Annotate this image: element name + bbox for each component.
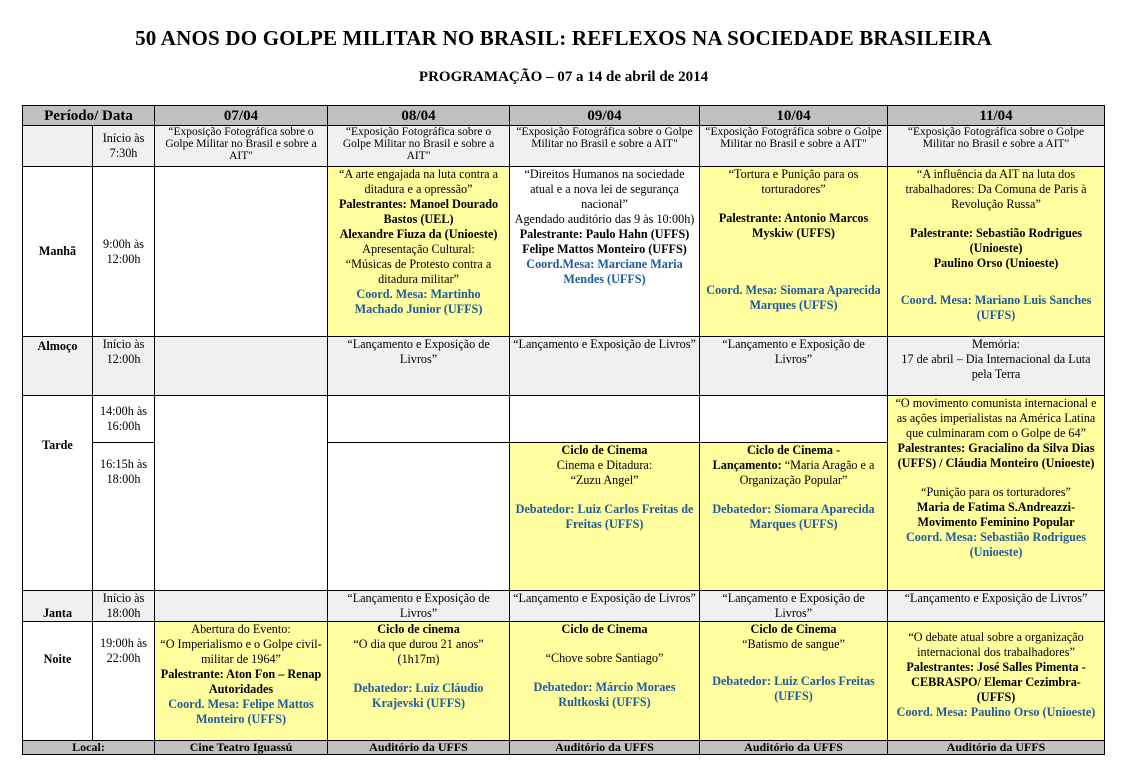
noite-0904-ciclo: Ciclo de Cinema — [561, 622, 648, 636]
noite-0704-aut: Autoridades — [208, 682, 274, 696]
almoco-memoria: Memória: — [971, 337, 1021, 351]
manha-0904-pal2: Felipe Mattos Monteiro (UFFS) — [522, 242, 687, 256]
janta-1004: “Lançamento e Exposição de Livros” — [700, 591, 888, 622]
period-manha: Manhã — [23, 167, 93, 337]
exposicao-cell-2: “Exposição Fotográfica sobre o Golpe Militar no Brasil e sobre a AIT" — [328, 126, 510, 167]
exposicao-cell-3: “Exposição Fotográfica sobre o Golpe Militar no Brasil e sobre a AIT" — [510, 126, 700, 167]
janta-0804: “Lançamento e Exposição de Livros” — [328, 591, 510, 622]
header-day-1: 07/04 — [155, 106, 328, 126]
local-5: Auditório da UFFS — [888, 741, 1105, 755]
manha-0904-coord: Coord.Mesa: Marciane Maria Mendes (UFFS) — [526, 257, 683, 286]
almoco-0904: “Lançamento e Exposição de Livros” — [510, 337, 700, 396]
noite-1104-coord: Coord. Mesa: Paulino Orso (Unioeste) — [896, 705, 1096, 719]
local-row — [23, 741, 1105, 755]
local-1: Cine Teatro Iguassú — [155, 741, 328, 755]
noite-0704-tema: “O Imperialismo e o Golpe civil-militar de 1964” — [160, 637, 322, 666]
almoco-0704-empty — [155, 337, 328, 396]
manha-1004-pal: Palestrante: Antonio Marcos Myskiw (UFFS) — [718, 211, 869, 240]
noite-0904-filme: “Chove sobre Santiago” — [545, 651, 664, 665]
manha-0804-musicas: “Músicas de Protesto contra a ditadura militar” — [345, 257, 492, 286]
manha-0904-tema: “Direitos Humanos na sociedade atual e a nova lei de segurança nacional” — [524, 167, 685, 211]
noite-1104-cell — [888, 622, 1105, 741]
manha-1004-coord: Coord. Mesa: Siomara Aparecida Marques (UFFS) — [706, 283, 881, 312]
page-subtitle: PROGRAMAÇÃO – 07 a 14 de abril de 2014 — [418, 69, 709, 85]
noite-0904-cell — [510, 622, 700, 741]
manha-1004-cell — [700, 167, 888, 337]
period-almoco: Almoço — [23, 337, 93, 396]
tarde2-0804-empty — [328, 443, 510, 591]
time-janta: Início às 18:00h — [93, 591, 155, 622]
janta-1104: “Lançamento e Exposição de Livros” — [888, 591, 1105, 622]
manha-0804-apres: Apresentação Cultural: — [362, 242, 475, 256]
almoco-1004: “Lançamento e Exposição de Livros” — [700, 337, 888, 396]
local-2: Auditório da UFFS — [328, 741, 510, 755]
tarde-1104-pal2: Maria de Fatima S.Andreazzi- Movimento Feminino Popular — [916, 500, 1076, 529]
tarde-1004-lanc-text: “Maria Aragão e a Organização Popular” — [739, 458, 875, 487]
tarde-1104-coord: Coord. Mesa: Sebastião Rodrigues (Unioeste) — [905, 530, 1087, 559]
time-inicio-730: Início às 7:30h — [93, 126, 155, 167]
period-empty-top — [23, 126, 93, 167]
manha-1104-pal2: Paulino Orso (Unioeste) — [933, 256, 1059, 270]
tarde-1104-tema2: “Punição para os torturadores” — [921, 485, 1071, 499]
header-day-3: 09/04 — [510, 106, 700, 126]
manha-1004-tema: “Tortura e Punição para os torturadores” — [728, 167, 859, 196]
period-tarde: Tarde — [23, 396, 93, 591]
janta-0704-empty — [155, 591, 328, 622]
tarde-1104-cell — [888, 396, 1105, 591]
janta-row — [23, 591, 1105, 622]
noite-0704-pal: Palestrante: Aton Fon – Renap — [160, 667, 322, 681]
tarde-0904-deb: Debatedor: Luiz Carlos Freitas de Freitas (UFFS) — [515, 502, 694, 531]
period-janta: Janta — [23, 591, 93, 622]
manha-1104-cell — [888, 167, 1105, 337]
manha-0904-cell — [510, 167, 700, 337]
time-noite: 19:00h às 22:00h — [93, 622, 155, 741]
noite-1004-ciclo: Ciclo de Cinema — [750, 622, 837, 636]
manha-0804-coord: Coord. Mesa: Martinho Machado Junior (UFFS) — [354, 287, 483, 316]
tarde1-1004-empty — [700, 396, 888, 443]
exposicao-cell-1: “Exposição Fotográfica sobre o Golpe Militar no Brasil e sobre a AIT" — [155, 126, 328, 167]
tarde-0904-ciclo: Ciclo de Cinema — [561, 443, 648, 457]
manha-0804-cell — [328, 167, 510, 337]
manha-1104-tema: “A influência da AIT na luta dos trabalhadores: Da Comuna de Paris à Revolução Russa” — [905, 167, 1087, 211]
noite-0804-filme: “O dia que durou 21 anos” — [353, 637, 484, 651]
noite-1104-pal: Palestrantes: José Salles Pimenta -CEBRASPO/ Elemar Cezimbra- (UFFS) — [906, 660, 1086, 704]
manha-1104-coord: Coord. Mesa: Mariano Luis Sanches (UFFS) — [900, 293, 1092, 322]
noite-0704-cell — [155, 622, 328, 741]
manha-0904-agenda: Agendado auditório das 9 às 10:00h) — [514, 212, 695, 226]
manha-row — [23, 167, 1105, 337]
exposicao-row — [23, 126, 1105, 167]
almoco-row — [23, 337, 1105, 396]
almoco-dia-terra: 17 de abril – Dia Internacional da Luta pela Terra — [901, 352, 1091, 381]
noite-1004-filme: “Batismo de sangue” — [742, 637, 845, 651]
almoco-0804: “Lançamento e Exposição de Livros” — [328, 337, 510, 396]
local-label: Local: — [23, 741, 155, 755]
time-manha: 9:00h às 12:00h — [93, 167, 155, 337]
manha-0704-empty — [155, 167, 328, 337]
exposicao-cell-4: “Exposição Fotográfica sobre o Golpe Militar no Brasil e sobre a AIT" — [700, 126, 888, 167]
manha-0904-pal1: Palestrante: Paulo Hahn (UFFS) — [519, 227, 690, 241]
noite-0904-deb: Debatedor: Márcio Moraes Rultkoski (UFFS) — [533, 680, 676, 709]
tarde1-0804-empty — [328, 396, 510, 443]
tarde-1104-tema: “O movimento comunista internacional e as ações imperialistas na América Latina que culminaram com o Golpe de 64” — [895, 396, 1097, 440]
local-3: Auditório da UFFS — [510, 741, 700, 755]
janta-0904: “Lançamento e Exposição de Livros” — [510, 591, 700, 622]
header-period: Período/ Data — [23, 106, 155, 126]
noite-0804-dur: (1h17m) — [397, 652, 440, 666]
tarde-1004-lanc-label: Lançamento: — [712, 458, 782, 472]
tarde-1004-lanc — [703, 458, 884, 488]
time-tarde-2: 16:15h às 18:00h — [93, 443, 155, 591]
tarde-row-1 — [23, 396, 1105, 443]
tarde-0904-cell — [510, 443, 700, 591]
noite-0804-deb: Debatedor: Luiz Cláudio Krajevski (UFFS) — [353, 681, 484, 710]
tarde-1004-ciclo: Ciclo de Cinema - — [746, 443, 841, 457]
noite-0804-cell — [328, 622, 510, 741]
header-row — [23, 106, 1105, 126]
noite-0704-coord: Coord. Mesa: Felipe Mattos Monteiro (UFFS) — [168, 697, 314, 726]
manha-1104-pal1: Palestrante: Sebastião Rodrigues (Unioeste) — [910, 226, 1082, 255]
time-tarde-1: 14:00h às 16:00h — [93, 396, 155, 443]
tarde-1004-cell — [700, 443, 888, 591]
header-day-4: 10/04 — [700, 106, 888, 126]
tarde-1004-deb: Debatedor: Siomara Aparecida Marques (UFFS) — [712, 502, 875, 531]
tarde-0904-tema: Cinema e Ditadura: — [556, 458, 653, 472]
local-4: Auditório da UFFS — [700, 741, 888, 755]
header-day-5: 11/04 — [888, 106, 1105, 126]
exposicao-cell-5: “Exposição Fotográfica sobre o Golpe Militar no Brasil e sobre a AIT" — [888, 126, 1105, 167]
period-noite: Noite — [23, 622, 93, 741]
noite-0704-abertura: Abertura do Evento: — [191, 622, 291, 636]
noite-row — [23, 622, 1105, 741]
manha-0804-tema: “A arte engajada na luta contra a ditadura e a opressão” — [339, 167, 499, 196]
tarde1-0904-empty — [510, 396, 700, 443]
tarde-1104-pal: Palestrantes: Gracialino da Silva Dias (UFFS) / Cláudia Monteiro (Unioeste) — [897, 441, 1095, 470]
manha-0804-pal2: Alexandre Fiuza da (Unioeste) — [339, 227, 498, 241]
page-title: 50 ANOS DO GOLPE MILITAR NO BRASIL: REFLEXOS NA SOCIEDADE BRASILEIRA — [135, 26, 992, 50]
tarde-0904-filme: “Zuzu Angel” — [570, 473, 639, 487]
header-day-2: 08/04 — [328, 106, 510, 126]
schedule-table — [22, 105, 1105, 755]
almoco-1104 — [888, 337, 1105, 396]
manha-0804-pal1: Palestrantes: Manoel Dourado Bastos (UEL) — [338, 197, 499, 226]
tarde-0704-empty — [155, 396, 328, 591]
noite-1004-deb: Debatedor: Luiz Carlos Freitas (UFFS) — [712, 674, 875, 703]
noite-1004-cell — [700, 622, 888, 741]
noite-1104-tema: “O debate atual sobre a organização internacional dos trabalhadores” — [908, 630, 1084, 659]
time-almoco: Início às 12:00h — [93, 337, 155, 396]
noite-0804-ciclo: Ciclo de cinema — [377, 622, 460, 636]
